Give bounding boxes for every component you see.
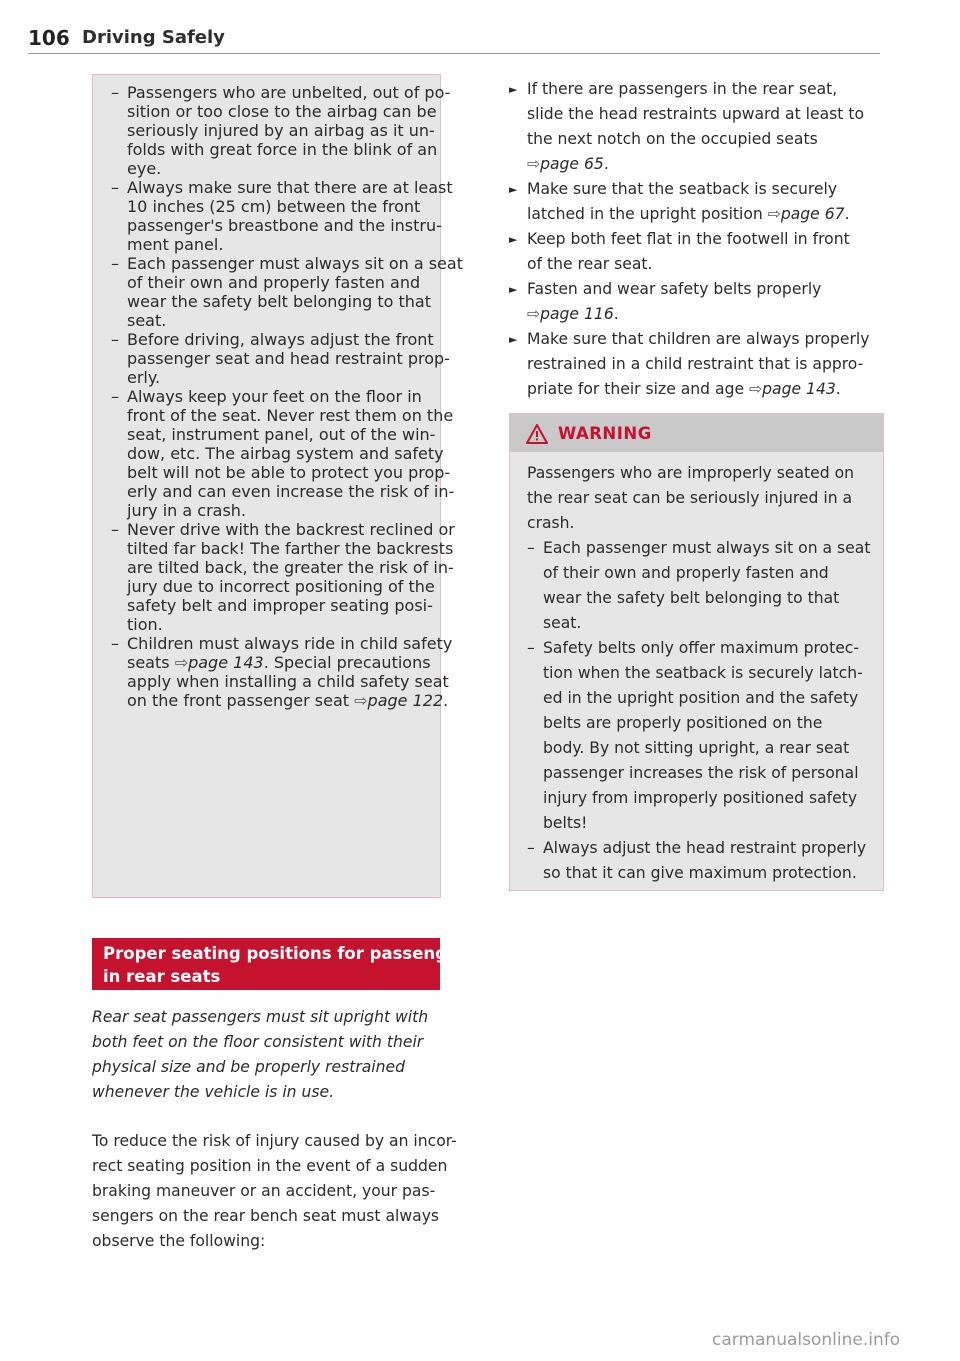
step-line: If there are passengers in the rear seat, [527, 80, 838, 98]
rear-seat-steps [509, 77, 881, 402]
dash-list-item [111, 634, 453, 710]
page-link[interactable]: page 143 [762, 380, 836, 398]
step-text: latched in the upright position [527, 205, 768, 223]
list-line [127, 691, 449, 710]
list-line: folds with great force in the blink of an [127, 140, 438, 159]
dash-bullet: – [111, 387, 119, 406]
list-line: tion. [127, 615, 163, 634]
bullet-icon: ► [509, 283, 518, 296]
dash-list-item [527, 536, 877, 636]
rear-seat-warning-box [509, 413, 884, 891]
watermark: carmanualsonline.info [712, 1330, 901, 1350]
list-line: are tilted back, the greater the risk of in- [127, 558, 454, 577]
list-line: safety belt and improper seating posi- [127, 596, 433, 615]
list-line: Before driving, always adjust the front [127, 330, 434, 349]
page-link[interactable]: page 116 [540, 305, 614, 323]
step-line: slide the head restraints upward at least to [527, 105, 864, 123]
step-line: restrained in a child restraint that is appro- [527, 355, 864, 373]
bullet-icon: ► [509, 333, 518, 346]
arrow-icon: ⇨ [174, 653, 189, 672]
punctuation: . [603, 155, 609, 173]
list-line: sition or too close to the airbag can be [127, 102, 437, 121]
section-body [92, 1129, 462, 1254]
warning-line: Passengers who are improperly seated on [527, 464, 854, 482]
body-line: braking maneuver or an accident, your pas- [92, 1182, 436, 1200]
intro-line: Rear seat passengers must sit upright with [92, 1008, 429, 1026]
step-line: Fasten and wear safety belts properly [527, 280, 822, 298]
list-line: Passengers who are unbelted, out of po- [127, 83, 451, 102]
list-line: front of the seat. Never rest them on the [127, 406, 454, 425]
bullet-icon: ► [509, 83, 518, 96]
dash-bullet: – [111, 520, 119, 539]
dash-list-item [527, 636, 877, 836]
page-number: 106 [28, 26, 70, 50]
list-line: body. By not sitting upright, a rear seat [543, 739, 850, 757]
section-heading-line: Proper seating positions for passengers [103, 944, 477, 963]
list-text: seats [127, 653, 175, 672]
warning-body [527, 461, 877, 886]
dash-list-item [111, 254, 463, 330]
page-header [28, 26, 880, 54]
step-line: the next notch on the occupied seats [527, 130, 818, 148]
header-rule [28, 53, 880, 54]
warning-title: WARNING [558, 424, 652, 443]
arrow-icon: ⇨ [354, 691, 368, 710]
list-line: Always adjust the head restraint properly [543, 839, 867, 857]
step-item [509, 277, 881, 327]
list-line: 10 inches (25 cm) between the front [127, 197, 421, 216]
list-line: seat. [127, 311, 167, 330]
page-link[interactable]: page 65 [540, 155, 604, 173]
list-line: of their own and properly fasten and [543, 564, 829, 582]
arrow-icon: ⇨ [749, 380, 763, 398]
dash-bullet: – [111, 330, 119, 349]
list-line: ment panel. [127, 235, 224, 254]
list-line: erly. [127, 368, 161, 387]
list-line: seriously injured by an airbag as it un- [127, 121, 435, 140]
body-line: observe the following: [92, 1232, 266, 1250]
intro-line: physical size and be properly restrained [92, 1058, 406, 1076]
punctuation: . [835, 380, 841, 398]
step-item [509, 177, 881, 227]
dash-bullet: – [111, 83, 119, 102]
dash-bullet: – [527, 539, 535, 557]
list-line: wear the safety belt belonging to that [127, 292, 431, 311]
page-link[interactable]: page 67 [780, 205, 845, 223]
intro-line: both feet on the floor consistent with their [92, 1033, 424, 1051]
list-line: jury in a crash. [127, 501, 247, 520]
arrow-icon: ⇨ [527, 155, 541, 173]
arrow-icon: ⇨ [767, 205, 781, 223]
dash-bullet: – [527, 839, 535, 857]
step-item [509, 227, 881, 277]
list-line: passenger's breastbone and the instru- [127, 216, 442, 235]
list-line: Safety belts only offer maximum protec- [543, 639, 859, 657]
page-title: Driving Safely [82, 27, 225, 48]
list-line [127, 653, 429, 672]
list-line: eye. [127, 159, 162, 178]
list-line: wear the safety belt belonging to that [543, 589, 840, 607]
list-text: on the front passenger seat [127, 691, 355, 710]
body-line: rect seating position in the event of a sudden [92, 1157, 448, 1175]
body-line: To reduce the risk of injury caused by an incor- [92, 1132, 457, 1150]
list-line: seat, instrument panel, out of the win- [127, 425, 436, 444]
bullet-icon: ► [509, 233, 518, 246]
page-link[interactable]: page 143 [188, 653, 264, 672]
list-line: passenger seat and head restraint prop- [127, 349, 450, 368]
dash-list-item [111, 178, 453, 254]
step-item [509, 327, 881, 402]
dash-bullet: – [111, 254, 119, 273]
dash-list-item [111, 83, 451, 178]
list-line: dow, etc. The airbag system and safety [127, 444, 444, 463]
list-text: . [443, 691, 449, 710]
step-line: Make sure that the seatback is securely [527, 180, 838, 198]
list-line: Each passenger must always sit on a seat [127, 254, 463, 273]
dash-bullet: – [111, 634, 119, 653]
list-line: Always keep your feet on the floor in [127, 387, 422, 406]
dash-list-item [111, 520, 455, 634]
warning-header [510, 414, 883, 452]
list-line: jury due to incorrect positioning of the [127, 577, 435, 596]
dash-list-item [111, 330, 450, 387]
list-line: injury from improperly positioned safety [543, 789, 858, 807]
list-line: ed in the upright position and the safety [543, 689, 859, 707]
warning-triangle-icon [526, 424, 548, 448]
dash-list-item [111, 387, 455, 520]
warning-list [111, 83, 463, 710]
list-line: so that it can give maximum protection. [543, 864, 857, 882]
list-line: of their own and properly fasten and [127, 273, 421, 292]
section-heading [92, 938, 477, 990]
body-line: sengers on the rear bench seat must always [92, 1207, 440, 1225]
list-line: Each passenger must always sit on a seat [543, 539, 871, 557]
dash-bullet: – [527, 639, 535, 657]
punctuation: . [844, 205, 850, 223]
step-line: Keep both feet flat in the footwell in front [527, 230, 850, 248]
list-line: passenger increases the risk of personal [543, 764, 859, 782]
list-line: tilted far back! The farther the backrests [127, 539, 454, 558]
section-heading-line: in rear seats [103, 967, 221, 986]
list-line: Never drive with the backrest reclined or [127, 520, 455, 539]
dash-bullet: – [111, 178, 119, 197]
bullet-icon: ► [509, 183, 518, 196]
warning-line: crash. [527, 514, 575, 532]
intro-line: whenever the vehicle is in use. [92, 1083, 335, 1101]
step-text: priate for their size and age [527, 380, 750, 398]
step-line: of the rear seat. [527, 255, 653, 273]
list-line: belts! [543, 814, 588, 832]
list-line: Always make sure that there are at least [127, 178, 453, 197]
dash-list-item [527, 836, 877, 886]
list-line: belt will not be able to protect you prop- [127, 463, 451, 482]
section-intro [92, 1005, 452, 1105]
warning-list [527, 536, 877, 886]
list-line: erly and can even increase the risk of in- [127, 482, 455, 501]
list-line: tion when the seatback is securely latch- [543, 664, 863, 682]
arrow-icon: ⇨ [527, 305, 541, 323]
page-link[interactable]: page 122 [367, 691, 444, 710]
list-text: . Special precautions [263, 653, 431, 672]
list-line: Children must always ride in child safety [127, 634, 453, 653]
list-line: belts are properly positioned on the [543, 714, 823, 732]
punctuation: . [613, 305, 619, 323]
warning-line: the rear seat can be seriously injured in a [527, 489, 853, 507]
list-line: apply when installing a child safety seat [127, 672, 449, 691]
step-item [509, 77, 881, 177]
front-passenger-warning-box [92, 74, 463, 898]
step-line: Make sure that children are always properly [527, 330, 870, 348]
list-line: seat. [543, 614, 582, 632]
